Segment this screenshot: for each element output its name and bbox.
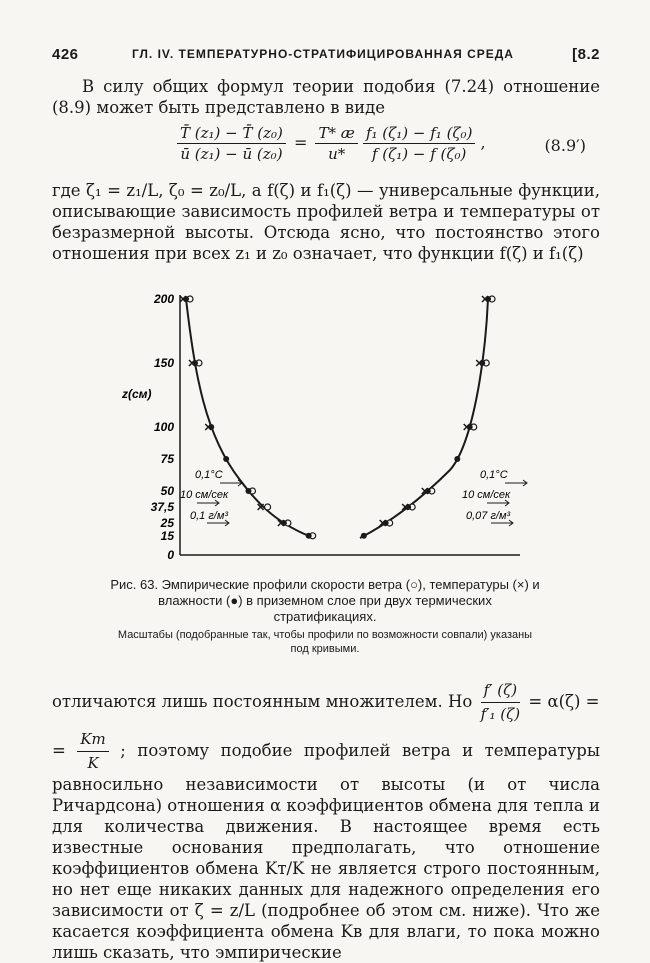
wind-speed-point — [265, 504, 271, 510]
humidity-point — [183, 296, 189, 302]
right-profile-curve — [360, 299, 488, 538]
section-number: [8.2 — [572, 46, 600, 63]
kt-numerator: Kт — [77, 729, 108, 752]
eq-mid-denominator: u* — [328, 145, 346, 163]
kt-fraction — [77, 729, 108, 774]
intro-paragraph — [52, 76, 600, 118]
intro-text: В силу общих формул теории подобия (7.24) отношение (8.9) может быть представлено в виде — [52, 77, 600, 117]
kt-denominator: K — [87, 754, 99, 772]
page-header — [52, 44, 600, 66]
lower-body: = $\frac{Kт}{K}$ ; поэтому подобие профилей ветра и температуры равносильно независимости от высоты (и от числа Ричардсона) отношения α коэффициентов обмена для тепла и для количества движения. В настоящее время есть известные основания предполагать, что отношение коэффициентов обмена Kт/K не является строго постоянным, но нет еще никаких данных для надежного определения его зависимости от ζ = z/L (подробнее об этом см. ниже). Что же касается коэффициента обмена Kв для влаги, то пока можно лишь сказать, что эмпирические — [52, 730, 601, 962]
humidity-point — [361, 533, 367, 539]
alpha-fraction — [478, 680, 524, 725]
lower-text-rest: ; поэтому подобие профилей ветра и температуры равносильно независимости от высоты (и от числа Ричардсона) отношения α коэффициентов обмена для тепла и для количества движения. В настоящее время есть известные основания предполагать, что отношение коэффициентов обмена Kт/K не является строго постоянным, но нет еще никаких данных для надежного определения его зависимости от ζ = z/L (подробнее об этом см. ниже). Что же касается коэффициента обмена Kв для влаги, то пока можно лишь сказать, что эмпирические — [52, 741, 601, 962]
para-after-equation-text: где ζ₁ = z₁/L, ζ₀ = z₀/L, а f(ζ) и f₁(ζ) — универсальные функции, описывающие зависимость профилей ветра и температуры от безразмерной высоты. Отсюда ясно, что постоянство этого отношения при всех z₁ и z₀ означает, что функции f(ζ) и f₁(ζ) — [52, 181, 600, 263]
equation-body: $\frac{\text{T̄ (z₁) − T̄ (z₀)}}{\text{ū (z₁) − ū (z₀)}}$ = $\frac{T* æ}{u*}$ $\frac{\text{f₁ (ζ₁) − f₁ (ζ₀)}}{\text{f (ζ₁) − f (ζ₀)}}$ , — [177, 124, 486, 163]
y-axis-label: z(см) — [122, 387, 152, 401]
y-tick-label: 75 — [160, 452, 174, 466]
right-scale-wind: 10 см/сек — [462, 489, 511, 501]
eq-rhs-numerator: f₁ (ζ₁) − f₁ (ζ₀) — [363, 124, 475, 144]
scale-arrow — [220, 480, 242, 486]
y-tick-label: 15 — [160, 528, 174, 543]
eq-lhs-numerator: T̄ (z₁) − T̄ (z₀) — [177, 124, 286, 144]
humidity-point — [192, 360, 198, 366]
humidity-point — [425, 488, 431, 494]
y-tick-label: 50 — [160, 484, 174, 498]
humidity-point — [208, 424, 214, 430]
figure-caption-note: Масштабы (подобранные так, чтобы профили по возможности совпали) указаны под кривыми. — [117, 629, 533, 655]
lower-paragraph — [52, 680, 600, 963]
humidity-point — [467, 424, 473, 430]
y-tick-label: 25 — [160, 516, 174, 530]
humidity-point — [223, 456, 229, 462]
eq-lhs-fraction — [177, 124, 286, 163]
humidity-point — [306, 533, 312, 539]
left-scale-temp: 0,1°C — [195, 469, 223, 481]
humidity-point — [479, 360, 485, 366]
y-tick-label: 100 — [153, 420, 174, 434]
alpha-equals: = α(ζ) = — [528, 692, 600, 711]
left-scale-labels — [180, 469, 229, 522]
right-scale-temp: 0,1°C — [480, 469, 508, 481]
alpha-numerator: f′ (ζ) — [481, 680, 521, 703]
y-tick-label: 200 — [153, 292, 174, 306]
right-scale-humidity: 0,07 г/м³ — [466, 510, 511, 522]
eq-rhs-denominator: f (ζ₁) − f (ζ₀) — [371, 145, 467, 163]
y-tick-label: 150 — [153, 356, 174, 370]
figure-caption: Рис. 63. Эмпирические профили скорости ветра (○), температуры (×) и влажности (●) в приземном слое при двух термических стратификациях. — [110, 577, 540, 624]
left-scale-wind: 10 см/сек — [180, 489, 229, 501]
equation-8-9-prime — [52, 118, 600, 170]
left-scale-humidity: 0,1 г/м³ — [190, 510, 229, 522]
para-after-equation — [52, 180, 600, 264]
scale-arrow — [505, 480, 527, 486]
equation-number: (8.9′) — [544, 136, 586, 155]
humidity-point — [383, 520, 389, 526]
eq-mid-fraction — [315, 124, 357, 163]
humidity-point — [281, 520, 287, 526]
humidity-point — [245, 488, 251, 494]
humidity-point — [405, 504, 411, 510]
lower-line-1 — [52, 680, 600, 725]
page-number: 426 — [52, 46, 79, 63]
right-scale-labels — [462, 469, 511, 522]
running-title: ГЛ. IV. ТЕМПЕРАТУРНО-СТРАТИФИЦИРОВАННАЯ СРЕДА — [132, 47, 514, 61]
humidity-point — [485, 296, 491, 302]
alpha-denominator: f′₁ (ζ) — [480, 705, 521, 723]
profile-chart — [100, 285, 560, 585]
eq-rhs-fraction — [363, 124, 475, 163]
left-profile-curve — [186, 299, 314, 538]
lower-text-start: отличаются лишь постоянным множителем. Но — [52, 692, 473, 711]
y-tick-label: 37,5 — [150, 500, 174, 514]
y-tick-label: 0 — [167, 548, 174, 562]
eq-mid-numerator: T* æ — [315, 124, 357, 144]
eq-lhs-denominator: ū (z₁) − ū (z₀) — [180, 145, 283, 163]
humidity-point — [454, 456, 460, 462]
